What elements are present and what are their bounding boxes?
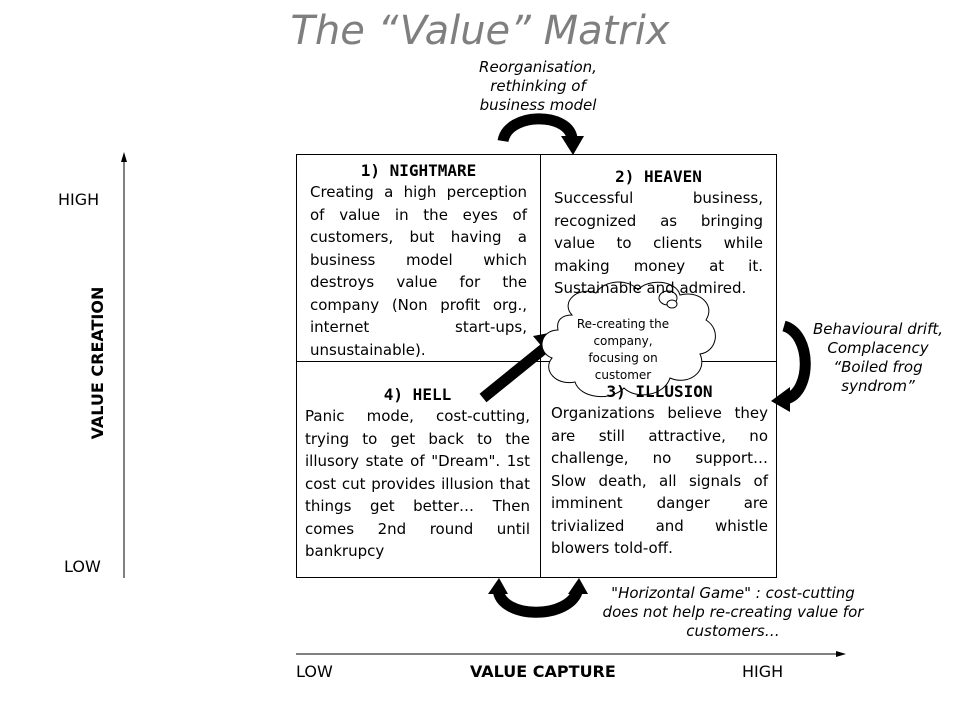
y-axis-high: HIGH [58,190,100,209]
top-curved-arrow [503,119,584,155]
quadrant-heaven-text: Successful business, recognized as bringing value to clients while making money at it. Sustainable and admired. [554,189,763,297]
x-axis-high: HIGH [742,662,784,681]
quadrant-illusion [541,362,776,577]
quadrant-nightmare-text: Creating a high perception of value in the eyes of customers, but having a business model which destroys value for the company (Non profit org., internet start-ups, unsustainable). [310,183,527,359]
quadrant-illusion-heading: 3) ILLUSION [606,382,713,401]
y-axis-arrowhead [121,152,127,162]
note-top: Reorganisation, rethinking of business model [479,58,597,114]
quadrant-nightmare [297,155,540,361]
y-axis-title: VALUE CREATION [88,286,107,440]
quadrant-heaven-heading: 2) HEAVEN [615,167,702,186]
cloud-text: Re-creating the company, focusing on customer [576,317,670,382]
bottom-curved-arrow [488,578,588,612]
quadrant-hell [297,362,540,577]
quadrant-hell-heading: 4) HELL [383,385,452,404]
x-axis-arrowhead [836,651,846,657]
quadrant-nightmare-heading: 1) NIGHTMARE [360,161,477,180]
note-right: Behavioural drift, Complacency “Boiled frog syndrom” [812,320,944,395]
quadrant-illusion-text: Organizations believe they are still attractive, no challenge, no support… Slow death, all signals of imminent danger are trivialized and whistle blowers told-off. [551,404,768,557]
x-axis-low: LOW [296,662,333,681]
page-title: The “Value” Matrix [290,8,670,54]
x-axis-title: VALUE CAPTURE [470,662,616,681]
quadrant-hell-text: Panic mode, cost-cutting, trying to get back to the illusory state of "Dream". 1st cost cut provides illusion that things get better… Then comes 2nd round until bankrupcy [305,407,530,560]
note-bottom: "Horizontal Game" : cost-cutting does not help re-creating value for customers… [602,584,864,640]
y-axis-low: LOW [64,557,101,576]
